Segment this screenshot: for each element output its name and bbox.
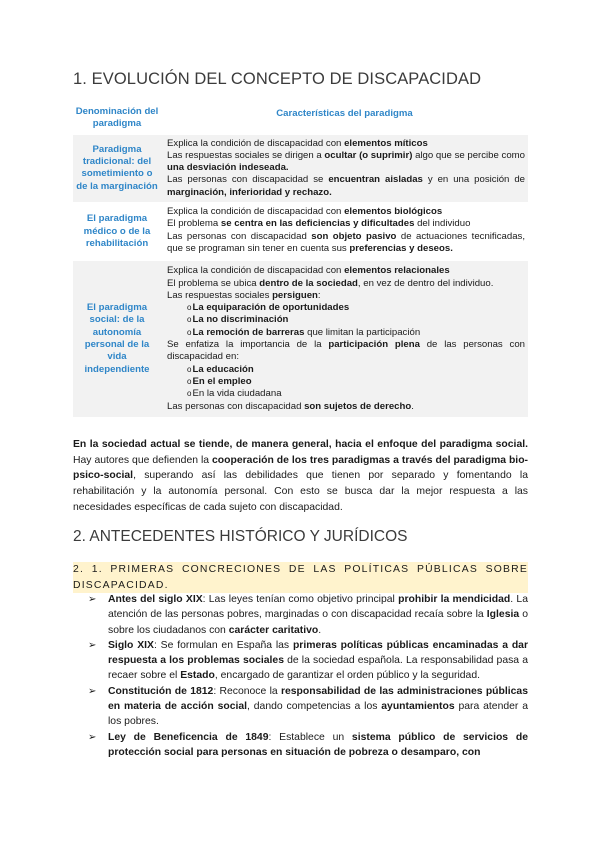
paradigm-table (73, 103, 528, 417)
list-item: ➢ Antes del siglo XIX: Las leyes tenían como objetivo principal prohibir la mendicidad. La atención de las personas pobres, marginadas o con discapacidad recaía sobre la Iglesia o sobre los ciudadanos con carácter caritativo. (88, 594, 529, 636)
table-row (73, 261, 528, 417)
list-item: oLa equiparación de oportunidades (187, 302, 350, 314)
paradigm-name: Paradigma tradicional: del sometimiento o de la marginación (73, 135, 161, 202)
arrow-bullet-icon: ➢ (88, 685, 97, 697)
arrow-bullet-icon: ➢ (88, 731, 97, 743)
paradigm-description: Explica la condición de discapacidad con elementos biológicos El problema se centra en las deficiencias y dificultades del individuo Las personas con discapacidad son objeto pasivo de actuaciones tecnificadas, que se programan sin tener en cuenta sus preferencias y deseos. (167, 206, 525, 254)
arrow-bullet-icon: ➢ (88, 594, 97, 605)
header-caracteristicas: Características del paradigma (276, 108, 413, 119)
list-item: oLa remoción de barreras que limitan la participación (187, 326, 421, 338)
list-item: oEn la vida ciudadana (187, 388, 282, 400)
paradigm-description: Explica la condición de discapacidad con elementos míticos Las respuestas sociales se dirigen a ocultar (o suprimir) algo que se percibe como una desviación indeseada. Las personas con discapacidad se encuentran aisladas y en una posición de marginación, inferioridad y rechazo. (161, 135, 528, 202)
table-row (73, 202, 528, 261)
history-list (88, 592, 528, 760)
paradigm-name: El paradigma médico o de la rehabilitación (83, 213, 151, 249)
table-header-row (73, 103, 528, 135)
summary-paragraph: En la sociedad actual se tiende, de manera general, hacia el enfoque del paradigma social. Hay autores que defienden la cooperación de los tres paradigmas a través del paradigma bio-psico-social, superando así las debilidades que tienen por separado y fomentando la rehabilitación y la autonomía personal. Con esto se busca dar la mejor respuesta a las necesidades específicas de cada sujeto con discapacidad. (73, 439, 529, 513)
list-item: oEn el empleo (187, 375, 252, 387)
list-item: oLa no discriminación (187, 314, 289, 326)
header-denominacion: Denominación del paradigma (75, 106, 159, 130)
arrow-bullet-icon: ➢ (88, 639, 97, 651)
list-item: ➢ Constitución de 1812: Reconoce la responsabilidad de las administraciones públicas en materia de acción social, dando competencias a los ayuntamientos para atender a los pobres. (88, 685, 529, 728)
table-row (73, 135, 528, 202)
section-1-title: 1. EVOLUCIÓN DEL CONCEPTO DE DISCAPACIDAD (73, 70, 482, 88)
subsection-title: 2. 1. PRIMERAS CONCRECIONES DE LAS POLÍTICAS PÚBLICAS SOBRE DISCAPACIDAD. (73, 562, 528, 593)
section-2-title: 2. ANTECEDENTES HISTÓRICO Y JURÍDICOS (73, 528, 408, 545)
paradigm-name: El paradigma social: de la autonomía personal de la vida independiente (73, 261, 161, 417)
paradigm-description: Explica la condición de discapacidad con elementos relacionales El problema se ubica dentro de la sociedad, en vez de dentro del individuo. Las respuestas sociales persiguen: oLa equiparación de oportunidades oLa no discriminación oLa remoción de barreras que limitan la participación Se enfatiza la importancia de la participación plena de las personas con discapacidad en: oLa educación oEn el empleo oEn la vida ciudadana Las personas con discapacidad son sujetos de derecho. (161, 261, 528, 417)
list-item: ➢ Ley de Beneficencia de 1849: Establece un sistema público de servicios de protección social para personas en situación de pobreza o desamparo, con (88, 731, 528, 758)
list-item: oLa educación (187, 363, 254, 375)
list-item: ➢ Siglo XIX: Se formulan en España las primeras políticas públicas encaminadas a dar respuesta a los problemas sociales de la sociedad española. La responsabilidad pasa a recaer sobre el Estado, encargado de garantizar el orden público y la seguridad. (88, 639, 528, 682)
